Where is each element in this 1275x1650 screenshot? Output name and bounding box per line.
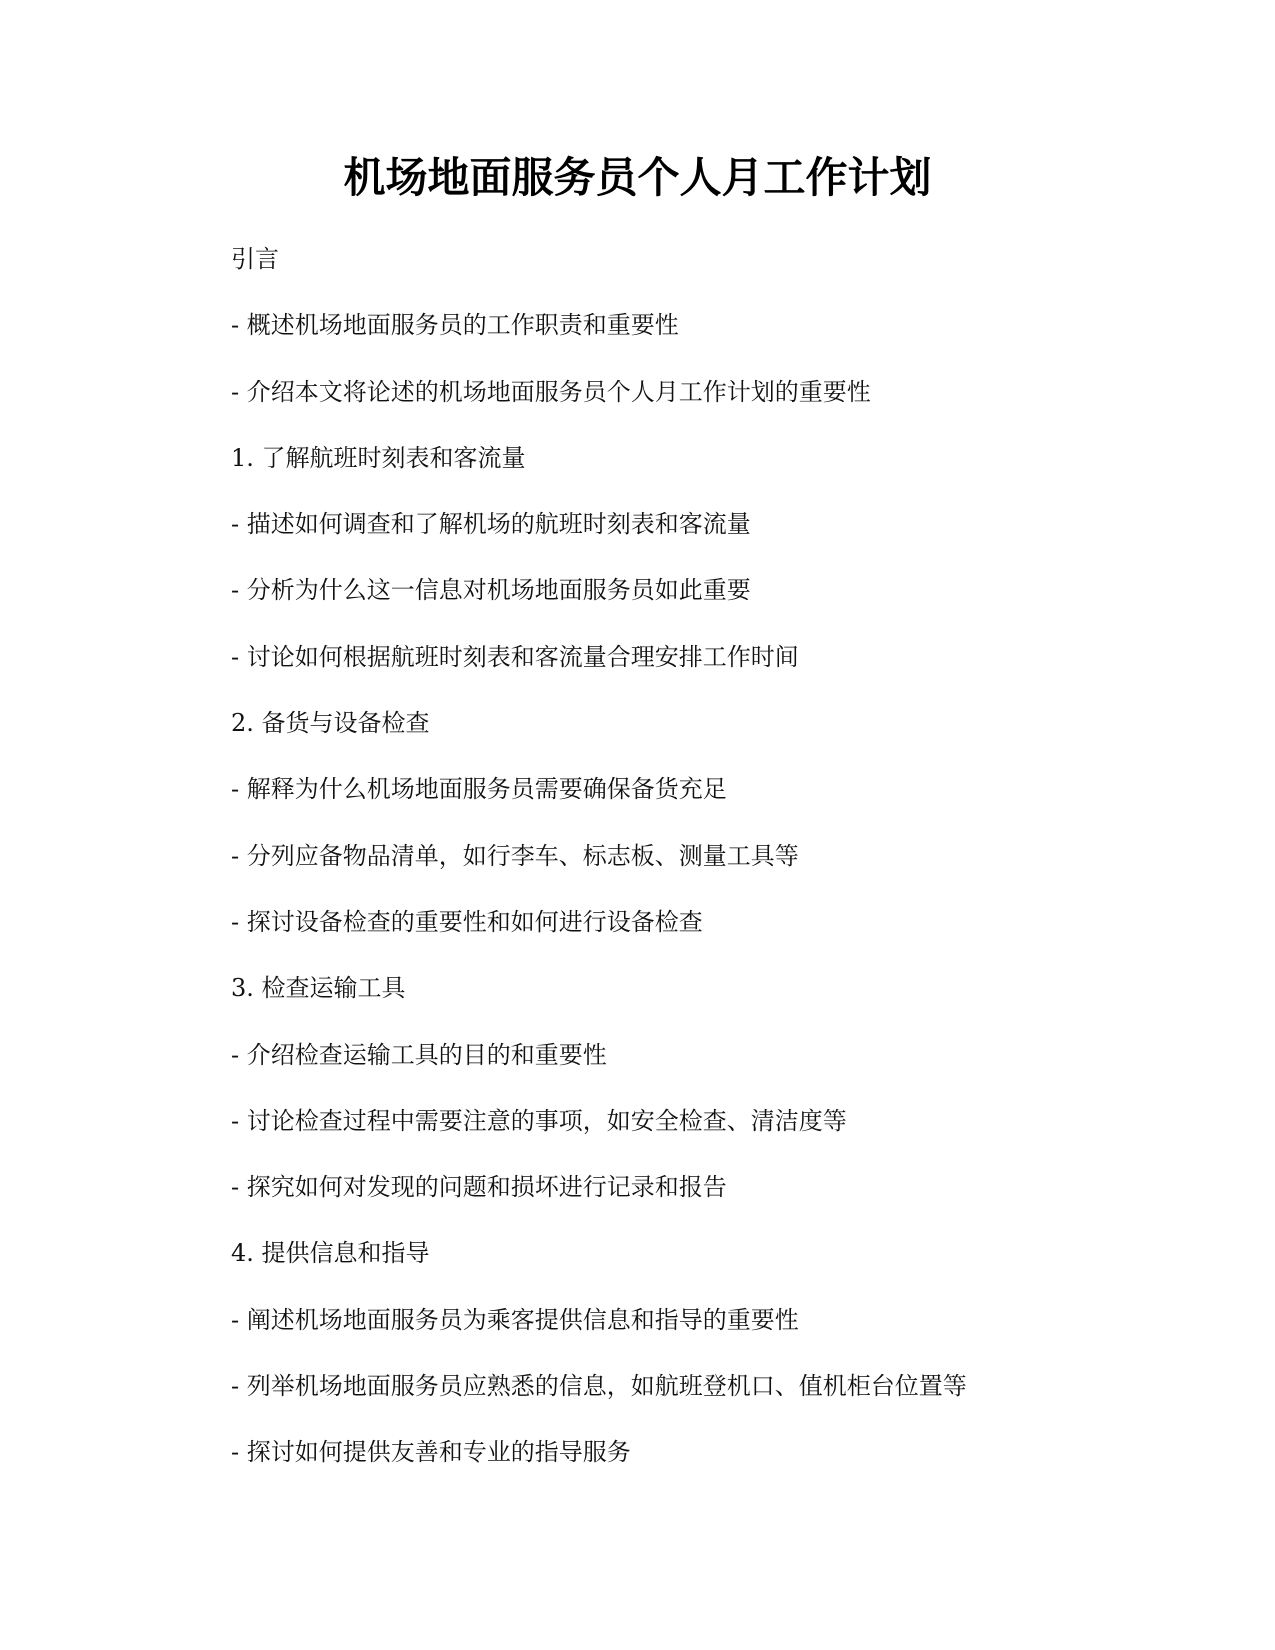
bullet-line: - 解释为什么机场地面服务员需要确保备货充足 — [231, 775, 727, 804]
bullet-line: - 介绍本文将论述的机场地面服务员个人月工作计划的重要性 — [231, 377, 871, 406]
bullet-line: - 讨论检查过程中需要注意的事项，如安全检查、清洁度等 — [231, 1106, 847, 1135]
bullet-line: - 描述如何调查和了解机场的航班时刻表和客流量 — [231, 510, 751, 539]
section-heading: 3. 检查运输工具 — [231, 974, 406, 1003]
bullet-line: - 概述机场地面服务员的工作职责和重要性 — [231, 311, 679, 340]
bullet-line: - 分列应备物品清单，如行李车、标志板、测量工具等 — [231, 841, 799, 870]
document-title: 机场地面服务员个人月工作计划 — [343, 153, 932, 202]
bullet-line: - 分析为什么这一信息对机场地面服务员如此重要 — [231, 576, 751, 605]
bullet-line: - 介绍检查运输工具的目的和重要性 — [231, 1040, 607, 1069]
bullet-line: - 探究如何对发现的问题和损坏进行记录和报告 — [231, 1173, 727, 1202]
section-heading: 1. 了解航班时刻表和客流量 — [231, 443, 526, 472]
bullet-line: - 讨论如何根据航班时刻表和客流量合理安排工作时间 — [231, 642, 799, 671]
section-heading: 2. 备货与设备检查 — [231, 709, 430, 738]
bullet-line: - 阐述机场地面服务员为乘客提供信息和指导的重要性 — [231, 1305, 799, 1334]
bullet-line: - 列举机场地面服务员应熟悉的信息，如航班登机口、值机柜台位置等 — [231, 1372, 967, 1401]
section-heading: 引言 — [231, 245, 279, 273]
bullet-line: - 探讨设备检查的重要性和如何进行设备检查 — [231, 907, 703, 936]
bullet-line: - 探讨如何提供友善和专业的指导服务 — [231, 1438, 631, 1467]
document-body — [231, 244, 1131, 1504]
section-heading: 4. 提供信息和指导 — [231, 1239, 430, 1268]
